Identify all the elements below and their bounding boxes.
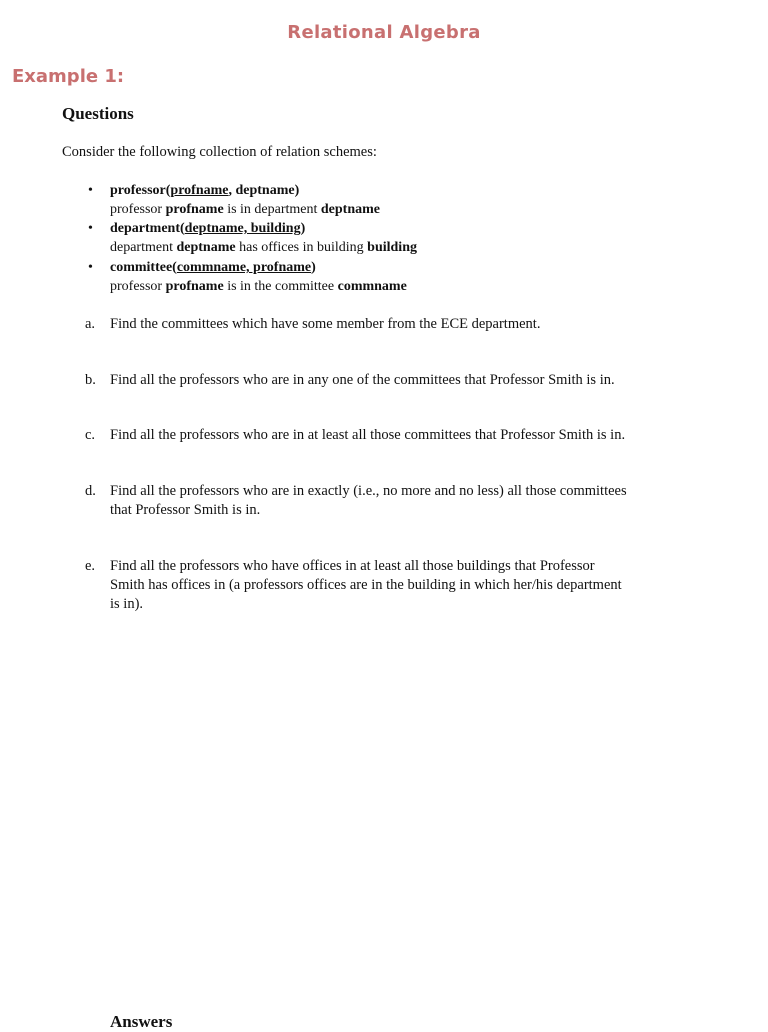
item-label: c. <box>85 427 96 443</box>
item-text: Find all the professors who are in at least all those committees that Professor Smith is in. <box>110 427 626 443</box>
scheme-name: department( <box>110 221 185 236</box>
answers-heading: Answers <box>110 1012 173 1031</box>
desc-attr: commname <box>337 279 407 294</box>
question-item-a <box>85 316 540 333</box>
item-text-continued: that Professor Smith is in. <box>110 502 261 518</box>
scheme-professor <box>88 183 299 199</box>
question-item-b <box>85 372 615 389</box>
desc-text: professor <box>110 279 166 294</box>
scheme-description <box>110 279 407 295</box>
desc-attr: profname <box>165 279 224 294</box>
scheme-rest: ) <box>311 260 316 275</box>
desc-attr: deptname <box>320 202 381 217</box>
question-item-e <box>85 558 595 575</box>
document-title: Relational Algebra <box>287 22 481 43</box>
desc-attr: building <box>367 240 417 255</box>
scheme-name: professor( <box>110 183 171 198</box>
desc-text: professor <box>110 202 166 217</box>
desc-text: is in department <box>223 202 321 217</box>
scheme-key: profname <box>170 183 229 198</box>
bullet-icon: • <box>88 221 93 236</box>
desc-text: is in the committee <box>223 279 338 294</box>
desc-text: department <box>110 240 177 255</box>
desc-text: has offices in building <box>235 240 368 255</box>
item-label: b. <box>85 372 96 388</box>
questions-heading: Questions <box>62 104 134 123</box>
desc-attr: deptname <box>176 240 236 255</box>
item-text-continued: is in). <box>110 596 144 612</box>
scheme-rest: ) <box>300 221 306 236</box>
scheme-key: commname, profname <box>176 260 312 275</box>
item-label: d. <box>85 483 96 499</box>
scheme-description <box>110 240 417 256</box>
question-item-c <box>85 427 625 444</box>
item-text: Find the committees which have some member from the ECE department. <box>110 316 541 332</box>
bullet-icon: • <box>88 183 93 198</box>
example-heading: Example 1: <box>12 66 125 87</box>
scheme-committee <box>88 260 316 276</box>
bullet-icon: • <box>88 260 93 275</box>
scheme-department <box>88 221 305 237</box>
item-label: e. <box>85 558 96 574</box>
scheme-key: deptname, building <box>184 221 301 236</box>
scheme-name: committee( <box>110 260 177 275</box>
intro-text: Consider the following collection of relation schemes: <box>62 144 377 160</box>
scheme-description <box>110 202 380 218</box>
desc-attr: profname <box>165 202 224 217</box>
item-text-continued: Smith has offices in (a professors offices are in the building in which her/his department <box>110 577 622 593</box>
item-text: Find all the professors who are in any one of the committees that Professor Smith is in. <box>110 372 615 388</box>
item-label: a. <box>85 316 96 332</box>
item-text: Find all the professors who have offices in at least all those buildings that Professor <box>110 558 595 574</box>
scheme-rest: , deptname) <box>228 183 300 198</box>
item-text: Find all the professors who are in exactly (i.e., no more and no less) all those committees <box>110 483 627 499</box>
question-item-d <box>85 483 627 500</box>
